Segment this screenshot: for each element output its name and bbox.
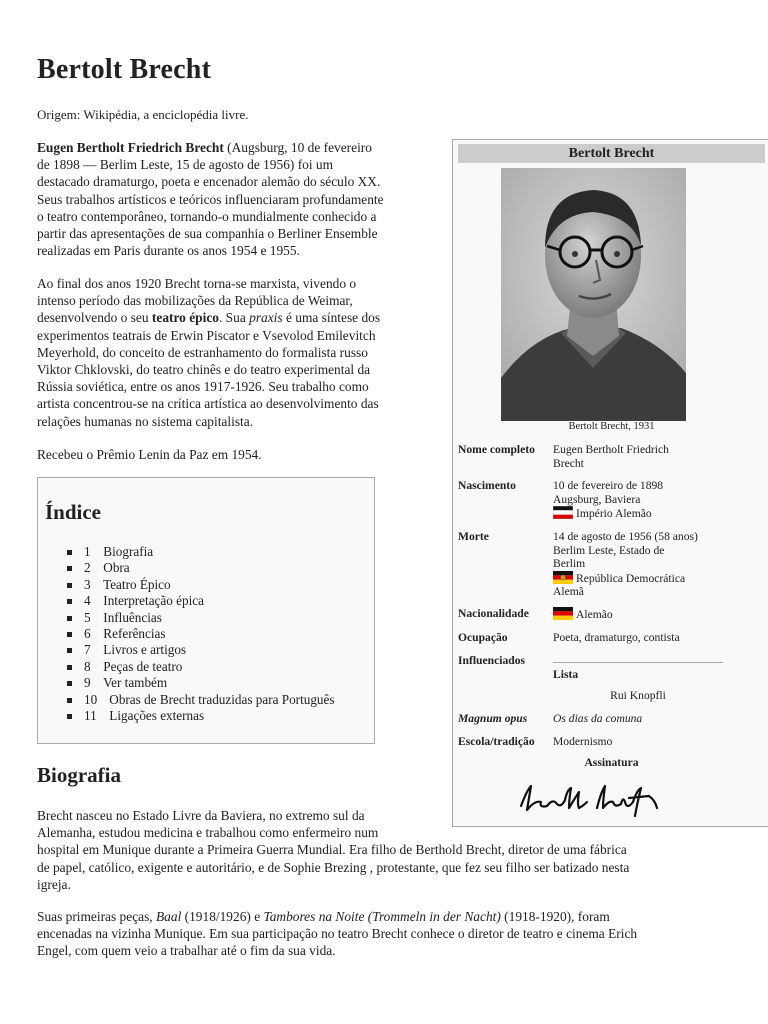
label-nome-completo: Nome completo (458, 443, 535, 456)
label-assinatura: Assinatura (584, 756, 639, 769)
signature-image (517, 780, 665, 820)
value-nacionalidade: Alemão (553, 607, 763, 622)
toc-item[interactable]: 11 Ligações externas (66, 708, 335, 724)
toc-item[interactable]: 1 Biografia (66, 544, 335, 560)
german-empire-flag-icon (553, 506, 573, 519)
toc-item[interactable]: 3 Teatro Épico (66, 577, 335, 593)
lista-toggle[interactable]: Lista (553, 668, 579, 681)
toc-item[interactable]: 8 Peças de teatro (66, 659, 335, 675)
toc-item[interactable]: 10 Obras de Brecht traduzidas para Português (66, 692, 335, 708)
toc-item[interactable]: 4 Interpretação épica (66, 593, 335, 609)
label-escola-tradicao: Escola/tradição (458, 735, 535, 748)
value-ocupacao: Poeta, dramaturgo, contista (553, 631, 680, 644)
origin-note: Origem: Wikipédia, a enciclopédia livre. (37, 107, 249, 122)
infobox-header: Bertolt Brecht (458, 144, 765, 163)
toc-item[interactable]: 7 Livros e artigos (66, 642, 335, 658)
marxism-paragraph: Ao final dos anos 1920 Brecht torna-se marxista, vivendo o intenso período das mobilizações da República de Weimar, desenvolvendo o seu teatro épico. Sua praxis é uma síntese dos experimentos teatrais de Erwin Piscator e Vsevolod Emilevitch Meyerhold, do conceito de estranhamento do formalista russo Viktor Chklovski, do teatro chinês e do teatro experimental da Rússia soviética, entre os anos 1917-1926. Seu trabalho como artista concentrou-se na crítica artística ao desenvolvimento das relações humanas no sistema capitalista. (37, 276, 381, 429)
portrait-caption: Bertolt Brecht, 1931 (568, 421, 655, 432)
toc-item[interactable]: 2 Obra (66, 560, 335, 576)
toc-item[interactable]: 9 Ver também (66, 675, 335, 691)
early-plays-paragraph: Suas primeiras peças, Baal (1918/1926) e Tambores na Noite (Trommeln in der Nacht) (1918-1920), foram encenadas na vizinha Munique. Em sua participação no teatro Brecht conhece o diretor de teatro e cinema Erich Engel, com quem veio a trabalhar até o fim da sua vida. (37, 909, 638, 959)
portrait-photo (501, 168, 686, 421)
label-nacionalidade: Nacionalidade (458, 607, 529, 620)
toc-heading: Índice (45, 500, 102, 524)
label-nascimento: Nascimento (458, 479, 516, 492)
value-influenciados[interactable]: Rui Knopfli (610, 689, 666, 702)
gdr-flag-icon (553, 571, 573, 584)
value-morte: 14 de agosto de 1956 (58 anos) Berlim Leste, Estado de Berlim República Democrática Alemã (553, 530, 698, 599)
infobox (452, 139, 768, 827)
value-escola-tradicao[interactable]: Modernismo (553, 735, 613, 748)
value-magnum-opus[interactable]: Os dias da comuna (553, 712, 643, 725)
intro-name: Eugen Bertholt Friedrich Brecht (37, 140, 224, 155)
label-ocupacao: Ocupação (458, 631, 508, 644)
biography-paragraph: Brecht nasceu no Estado Livre da Baviera, no extremo sul da Alemanha, estudou medicina e trabalhou como enfermeiro num hospital em Munique durante a Primeira Guerra Mundial. Era filho de Berthold Brecht, diretor de uma fábrica de papel, católico, exigente e autoritário, e de Sophie Brezing , protestante, que fez seu filho ser batizado nesta igreja. (37, 808, 630, 892)
intro-paragraph: Eugen Bertholt Friedrich Brecht (Augsburg, 10 de fevereiro de 1898 — Berlim Leste, 15 de agosto de 1956) foi um destacado dramaturgo, poeta e encenador alemão do século XX. Seus trabalhos artísticos e teóricos influenciaram profundamente o teatro contemporâneo, tornando-o mundialmente conhecido a partir das apresentações de sua companhia o Berliner Ensemble realizadas em Paris durante os anos 1954 e 1955. (37, 140, 384, 259)
toc-item[interactable]: 5 Influências (66, 610, 335, 626)
table-of-contents (37, 477, 375, 744)
value-nome-completo: Eugen Bertholt Friedrich Brecht (553, 443, 669, 470)
page-title: Bertolt Brecht (37, 54, 212, 85)
divider (553, 662, 723, 663)
germany-flag-icon (553, 607, 573, 620)
label-morte: Morte (458, 530, 489, 543)
link-teatro-epico[interactable]: teatro épico (151, 310, 219, 326)
toc-item[interactable]: 6 Referências (66, 626, 335, 642)
section-heading-biografia: Biografia (37, 763, 121, 787)
toc-list (66, 544, 335, 724)
lenin-paragraph: Recebeu o Prêmio Lenin da Paz em 1954. (37, 447, 262, 462)
label-magnum-opus: Magnum opus (458, 712, 528, 725)
value-nascimento: 10 de fevereiro de 1898 Augsburg, Baviera Império Alemão (553, 479, 664, 521)
label-influenciados: Influenciados (458, 654, 526, 667)
portrait-image (501, 168, 686, 421)
